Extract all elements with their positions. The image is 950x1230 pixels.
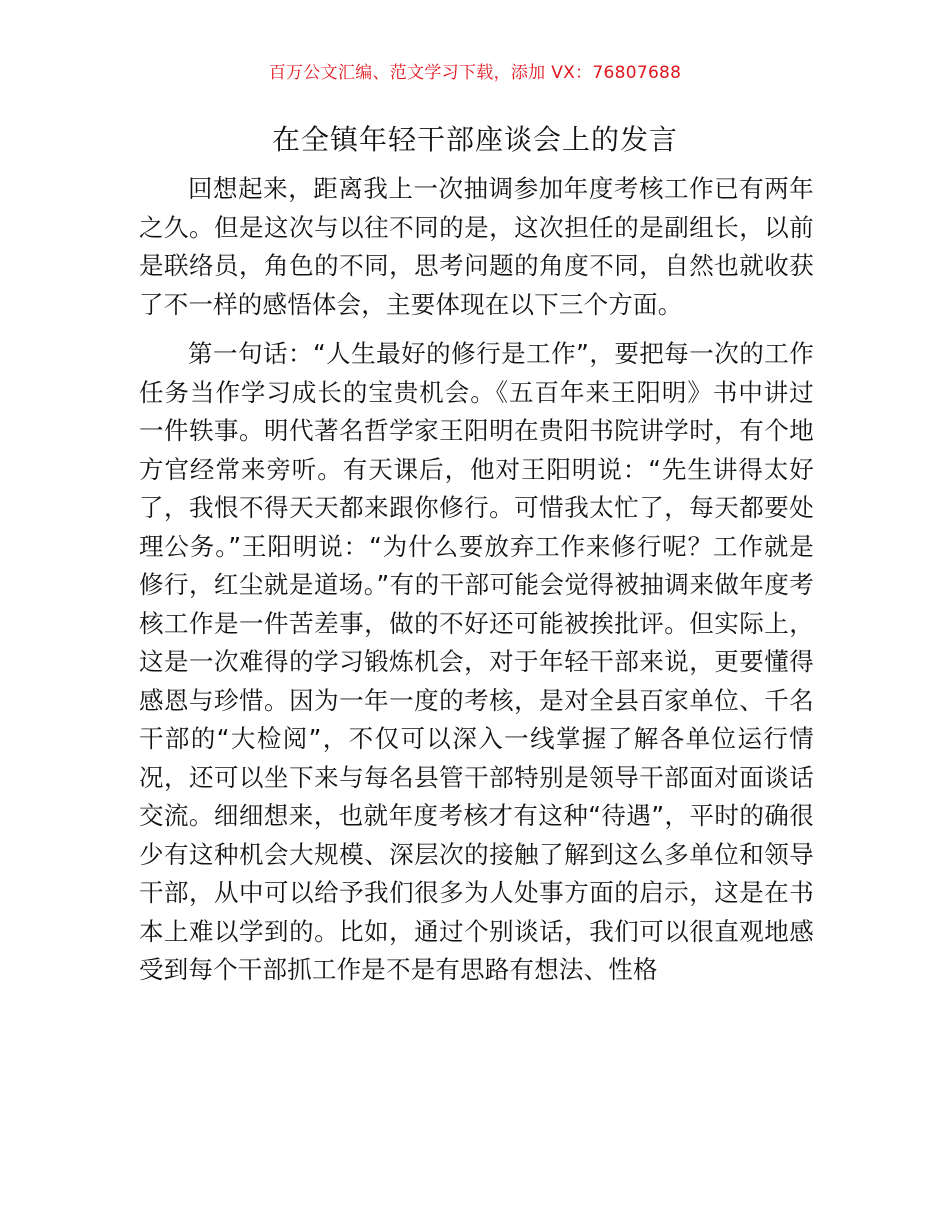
document-body xyxy=(139,170,814,1001)
paragraph-first-point: 第一句话：“人生最好的修行是工作”，要把每一次的工作任务当作学习成长的宝贵机会。《五百年来王阳明》书中讲过一件轶事。明代著名哲学家王阳明在贵阳书院讲学时，有个地方官经常来旁听。有天课后，他对王阳明说：“先生讲得太好了，我恨不得天天都来跟你修行。可惜我太忙了，每天都要处理公务。”王阳明说：“为什么要放弃工作来修行呢？工作就是修行，红尘就是道场。”有的干部可能会觉得被抽调来做年度考核工作是一件苦差事，做的不好还可能被挨批评。但实际上，这是一次难得的学习锻炼机会，对于年轻干部来说，更要懂得感恩与珍惜。因为一年一度的考核，是对全县百家单位、千名干部的“大检阅”，不仅可以深入一线掌握了解各单位运行情况，还可以坐下来与每名县管干部特别是领导干部面对面谈话交流。细细想来，也就年度考核才有这种“待遇”，平时的确很少有这种机会大规模、深层次的接触了解到这么多单位和领导干部，从中可以给予我们很多为人处事方面的启示，这是在书本上难以学到的。比如，通过个别谈话，我们可以很直观地感受到每个干部抓工作是不是有思路有想法、性格 xyxy=(139,339,814,984)
paragraph-intro: 回想起来，距离我上一次抽调参加年度考核工作已有两年之久。但是这次与以往不同的是，这次担任的是副组长，以前是联络员，角色的不同，思考问题的角度不同，自然也就收获了不一样的感悟体会，主要体现在以下三个方面。 xyxy=(139,174,814,319)
header-promo-note: 百万公文汇编、范文学习下载，添加 VX：76807688 xyxy=(268,63,682,83)
document-title: 在全镇年轻干部座谈会上的发言 xyxy=(271,123,678,156)
